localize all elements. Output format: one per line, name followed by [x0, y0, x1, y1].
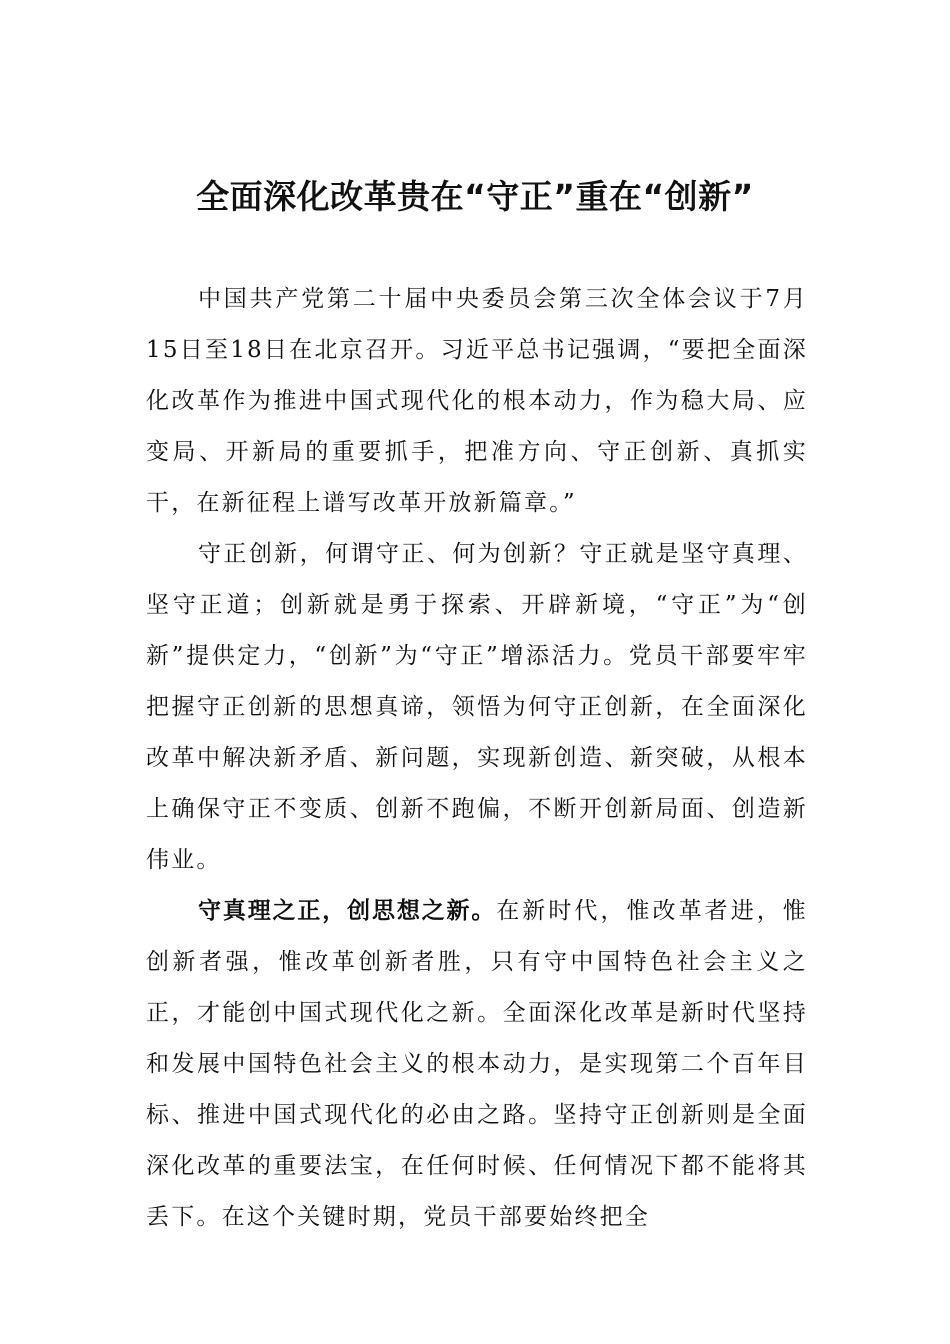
document-title: 全面深化改革贵在“守正”重在“创新”: [196, 177, 754, 216]
paragraph-lead: 守真理之正，创思想之新。: [198, 898, 497, 924]
paragraph-text: 中国共产党第二十届中央委员会第三次全体会议于7月15日至18日在北京召开。习近平总书记强调，“要把全面深化改革作为推进中国式现代化的根本动力，作为稳大局、应变局、开新局的重要抓手，把准方向、守正创新、真抓实干，在新征程上谱写改革开放新篇章。”: [146, 286, 808, 516]
paragraph-text: 守正创新，何谓守正、何为创新？守正就是坚守真理、坚守正道；创新就是勇于探索、开辟新境，“守正”为“创新”提供定力，“创新”为“守正”增添活力。党员干部要牢牢把握守正创新的思想真谛，领悟为何守正创新，在全面深化改革中解决新矛盾、新问题，实现新创造、新突破，从根本上确保守正不变质、创新不跑偏，不断开创新局面、创造新伟业。: [146, 541, 808, 873]
paragraph-1: [146, 274, 808, 529]
document-body: [146, 274, 808, 1243]
paragraph-text: 在新时代，惟改革者进，惟创新者强，惟改革创新者胜，只有守中国特色社会主义之正，才能创中国式现代化之新。全面深化改革是新时代坚持和发展中国特色社会主义的根本动力，是实现第二个百年目标、推进中国式现代化的必由之路。坚持守正创新则是全面深化改革的重要法宝，在任何时候、任何情况下都不能将其丢下。在这个关键时期，党员干部要始终把全: [146, 898, 809, 1230]
paragraph-3: [146, 886, 808, 1243]
paragraph-2: [146, 529, 808, 886]
